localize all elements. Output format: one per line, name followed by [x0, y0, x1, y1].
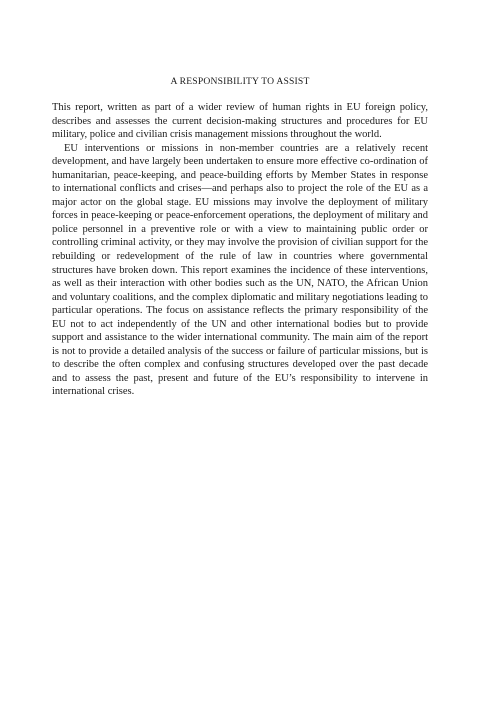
body-text — [52, 101, 428, 399]
paragraph-intro: This report, written as part of a wider review of human rights in EU foreign policy, describes and assesses the current decision-making structures and procedures for EU military, police and civilian crisis management missions throughout the world. — [52, 102, 428, 141]
paragraph-eu-interventions: EU interventions or missions in non-member countries are a relatively recent development, and have largely been undertaken to ensure more effective co-ordination of humanitarian, peace-keeping, and peace-building efforts by Member States in response to international conflicts and crises—and perhaps also to project the role of the EU as a major actor on the global stage. EU missions may involve the deployment of military forces in peace-keeping or peace-enforcement operations, the deployment of military and police personnel in a preventive role or with a view to maintaining public order or controlling criminal activity, or they may involve the provision of civilian support for the rebuilding or redevelopment of the rule of law in countries where governmental structures have broken down. This report examines the incidence of these interventions, as well as their interaction with other bodies such as the UN, NATO, the African Union and voluntary coalitions, and the complex diplomatic and military negotiations leading to particular operations. The focus on assistance reflects the primary responsibility of the EU not to act independently of the UN and other international bodies but to provide support and assistance to the wider international community. The main aim of the report is not to provide a detailed analysis of the success or failure of particular missions, but is to describe the often complex and confusing structures developed over the past decade and to assess the past, present and future of the EU’s responsibility to intervene in international crises. — [52, 142, 428, 398]
running-head: A RESPONSIBILITY TO ASSIST — [170, 76, 310, 87]
